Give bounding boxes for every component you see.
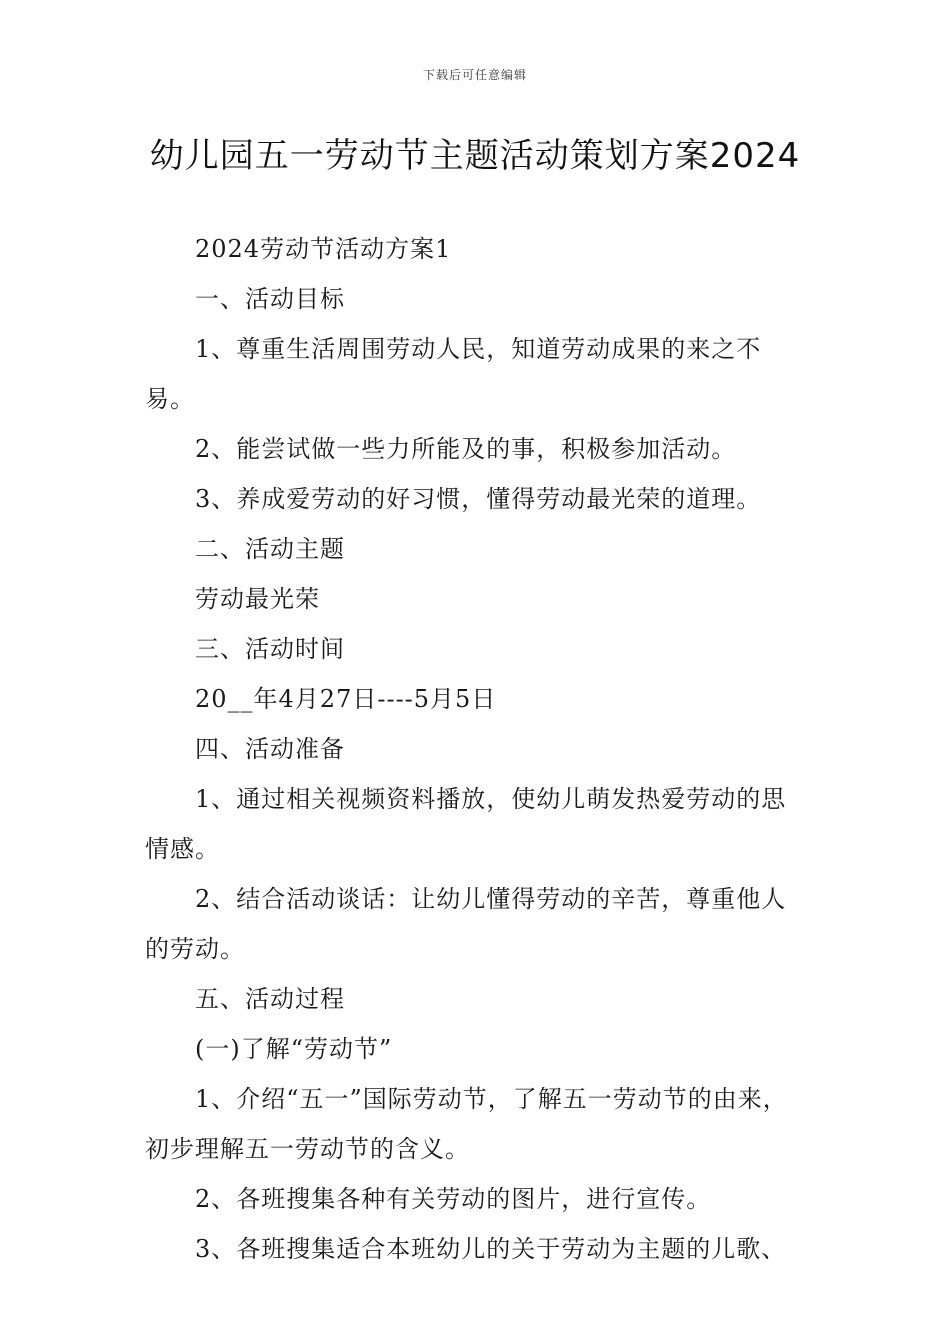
paragraph: 1、通过相关视频资料播放，使幼儿萌发热爱劳动的思情感。 <box>145 785 787 863</box>
paragraph-section-1-heading: 一、活动目标 <box>195 285 345 313</box>
document-title: 幼儿园五一劳动节主题活动策划方案2024 <box>149 136 801 176</box>
paragraph: 20__年4月27日----5月5日 <box>195 685 497 713</box>
paragraph: 1、介绍“五一”国际劳动节，了解五一劳动节的由来，初步理解五一劳动节的含义。 <box>145 1085 788 1163</box>
paragraph-subsection-heading: (一)了解“劳动节” <box>195 1035 393 1063</box>
paragraph: 1、尊重生活周围劳动人民，知道劳动成果的来之不易。 <box>145 335 762 413</box>
paragraph: 2、结合活动谈话：让幼儿懂得劳动的辛苦，尊重他人的劳动。 <box>145 885 787 963</box>
paragraph-section-4-heading: 四、活动准备 <box>195 735 345 763</box>
page-header-note: 下载后可任意编辑 <box>422 68 527 82</box>
paragraph: 3、养成爱劳动的好习惯，懂得劳动最光荣的道理。 <box>195 485 762 513</box>
paragraph-section-5-heading: 五、活动过程 <box>195 985 345 1013</box>
paragraph-section-3-heading: 三、活动时间 <box>195 635 345 663</box>
paragraph: 2、能尝试做一些力所能及的事，积极参加活动。 <box>195 435 737 463</box>
paragraph-section-2-heading: 二、活动主题 <box>195 535 345 563</box>
paragraph: 2、各班搜集各种有关劳动的图片，进行宣传。 <box>195 1185 712 1213</box>
paragraph: 劳动最光荣 <box>195 585 320 613</box>
paragraph-plan-heading: 2024劳动节活动方案1 <box>195 235 452 263</box>
paragraph: 3、各班搜集适合本班幼儿的关于劳动为主题的儿歌、 <box>195 1235 787 1263</box>
document-body <box>145 224 810 1274</box>
